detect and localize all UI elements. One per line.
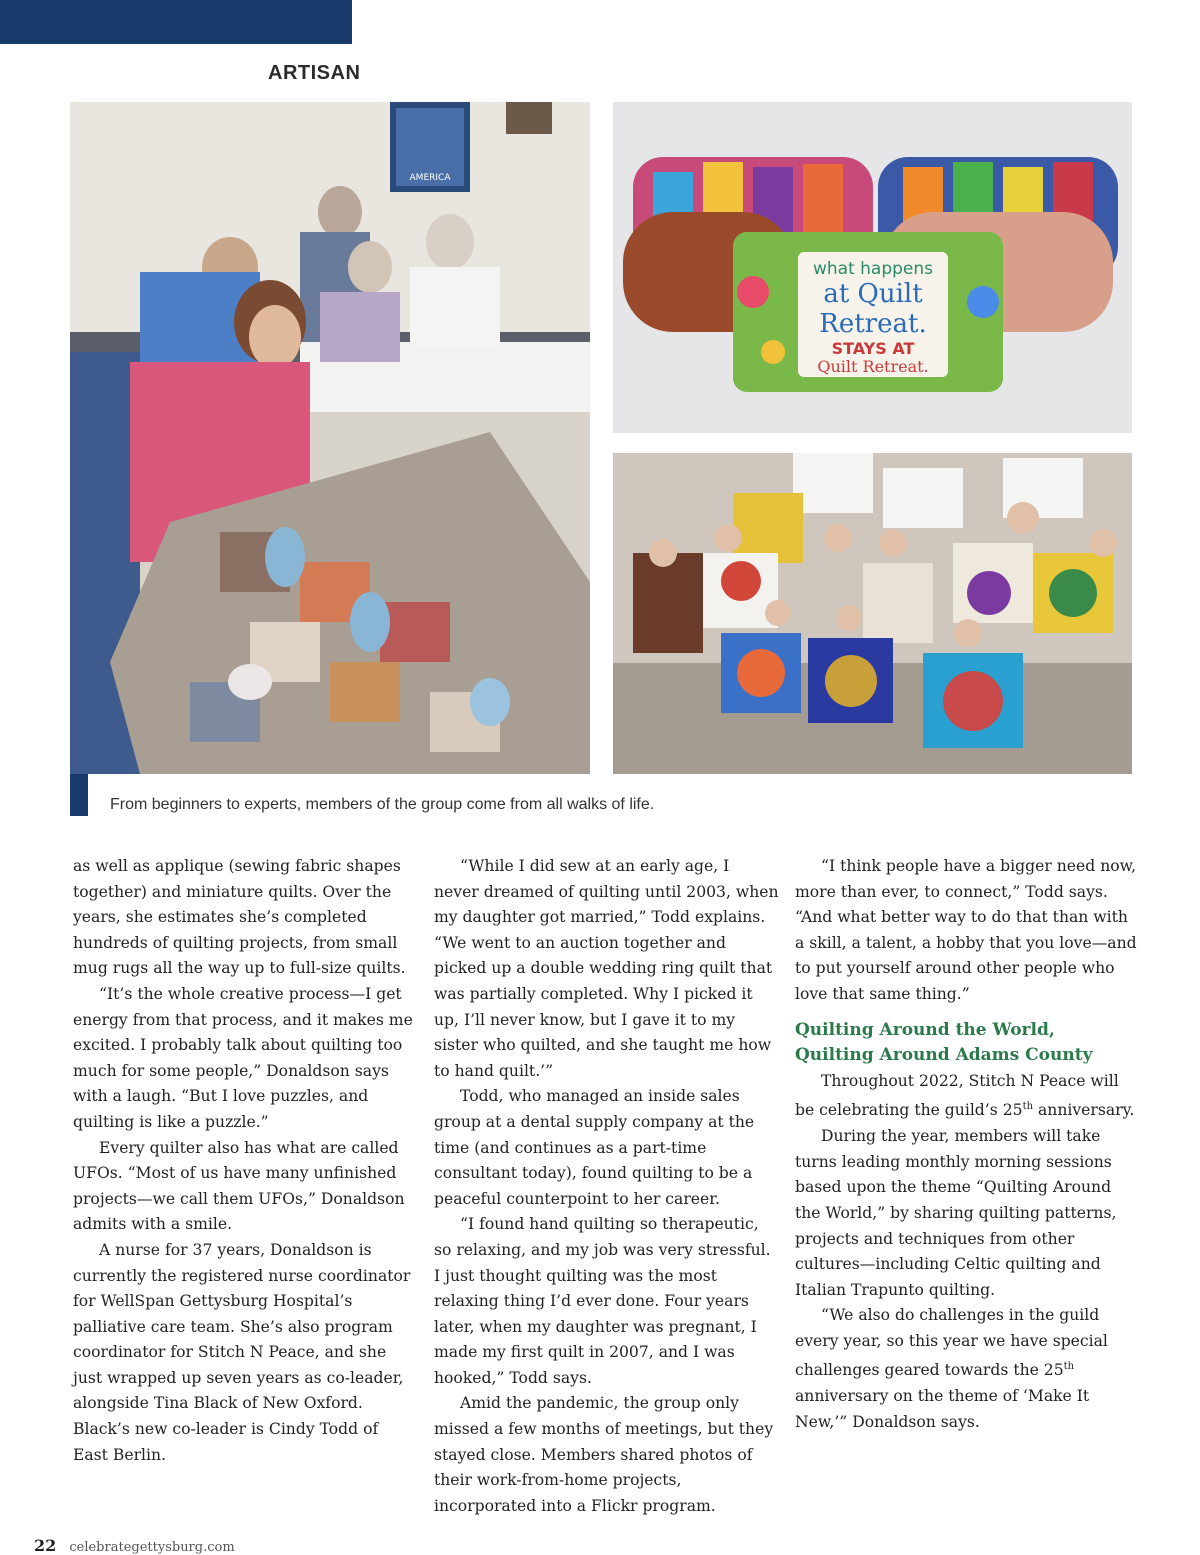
- paragraph: During the year, members will take turns leading monthly morning sessions based upon the theme “Quilting Around the World,” by sharing quilting patterns, projects and techniques from other cultures—including Celtic quilting and Italian Trapunto quilting.: [795, 1127, 1117, 1299]
- photo-caption: From beginners to experts, members of the group come from all walks of life.: [110, 796, 655, 813]
- page-number: 22: [34, 1536, 57, 1555]
- paragraph: [795, 1069, 1140, 1124]
- article-column-1: [73, 854, 418, 1468]
- paragraph: Amid the pandemic, the group only missed a few months of meetings, but they stayed close. Members shared photos of their work-from-home projects, incorporated into a Flickr program.: [434, 1394, 774, 1515]
- paragraph: as well as applique (sewing fabric shapes together) and miniature quilts. Over the years, she estimates she’s completed hundreds of quilting projects, from small mug rugs all the way up to full-size quilts.: [73, 857, 406, 978]
- pouch-line-4: STAYS AT: [831, 339, 915, 358]
- pouch-line-1: what happens: [812, 259, 934, 279]
- photo-quilter: [70, 102, 590, 774]
- photo-pouches: [613, 102, 1132, 433]
- page-footer: [34, 1536, 235, 1555]
- subheading-line-1: Quilting Around the World,: [795, 1019, 1055, 1040]
- paragraph: [795, 1303, 1140, 1435]
- footer-website: celebrategettysburg.com: [69, 1540, 235, 1555]
- superscript: th: [1022, 1101, 1034, 1113]
- text-span: “We also do challenges in the guild every year, so this year we have special challenges geared towards the 25: [795, 1306, 1108, 1380]
- poster-text: AMERICA: [409, 173, 451, 183]
- paragraph: A nurse for 37 years, Donaldson is currently the registered nurse coordinator for WellSpan Gettysburg Hospital’s palliative care team. She’s also program coordinator for Stitch N Peace, and she just wrapped up seven years as co-leader, alongside Tina Black of New Oxford. Black’s new co-leader is Cindy Todd of East Berlin.: [73, 1240, 411, 1464]
- pouch-line-2: at Quilt: [823, 279, 923, 309]
- subheading-line-2: Quilting Around Adams County: [795, 1045, 1093, 1066]
- pouch-line-3: Retreat.: [819, 309, 927, 339]
- paragraph: “It’s the whole creative process—I get energy from that process, and it makes me excited. I probably talk about quilting too much for some people,” Donaldson says with a laugh. “But I love puzzles, and quilting is like a puzzle.”: [73, 984, 413, 1131]
- paragraph: “I think people have a bigger need now, more than ever, to connect,” Todd says. “And what better way to do that than with a skill, a talent, a hobby that you love—and to put yourself around other people who love that same thing.”: [795, 857, 1137, 1003]
- paragraph: “While I did sew at an early age, I never dreamed of quilting until 2003, when my daughter got married,” Todd explains. “We went to an auction together and picked up a double wedding ring quilt that was partially completed. Why I picked it up, I’ll never know, but I gave it to my sister who quilted, and she taught me how to hand quilt.’”: [434, 857, 779, 1080]
- photo-group: [613, 453, 1132, 774]
- section-label: ARTISAN: [268, 62, 361, 84]
- text-span: anniversary.: [1033, 1101, 1135, 1120]
- section-subheading: [795, 1018, 1140, 1069]
- header-color-bar: [0, 0, 352, 44]
- paragraph: “I found hand quilting so therapeutic, so relaxing, and my job was very stressful. I just thought quilting was the most relaxing thing I’d ever done. Four years later, when my daughter was pregnant, I made my first quilt in 2007, and I was hooked,” Todd says.: [434, 1215, 771, 1387]
- paragraph: Todd, who managed an inside sales group at a dental supply company at the time (and continues as a part-time consultant today), found quilting to be a peaceful counterpoint to her career.: [434, 1087, 755, 1208]
- article-column-2: [434, 854, 779, 1519]
- article-column-3: [795, 854, 1140, 1435]
- paragraph: Every quilter also has what are called UFOs. “Most of us have many unfinished projects—we call them UFOs,” Donaldson admits with a smile.: [73, 1138, 405, 1234]
- pouch-line-5: Quilt Retreat.: [817, 357, 929, 376]
- superscript: th: [1063, 1361, 1075, 1373]
- text-span: anniversary on the theme of ‘Make It New,’” Donaldson says.: [795, 1387, 1090, 1431]
- caption-accent-bar: [70, 774, 88, 816]
- text-span: Throughout 2022, Stitch N Peace will be celebrating the guild’s 25: [795, 1071, 1119, 1120]
